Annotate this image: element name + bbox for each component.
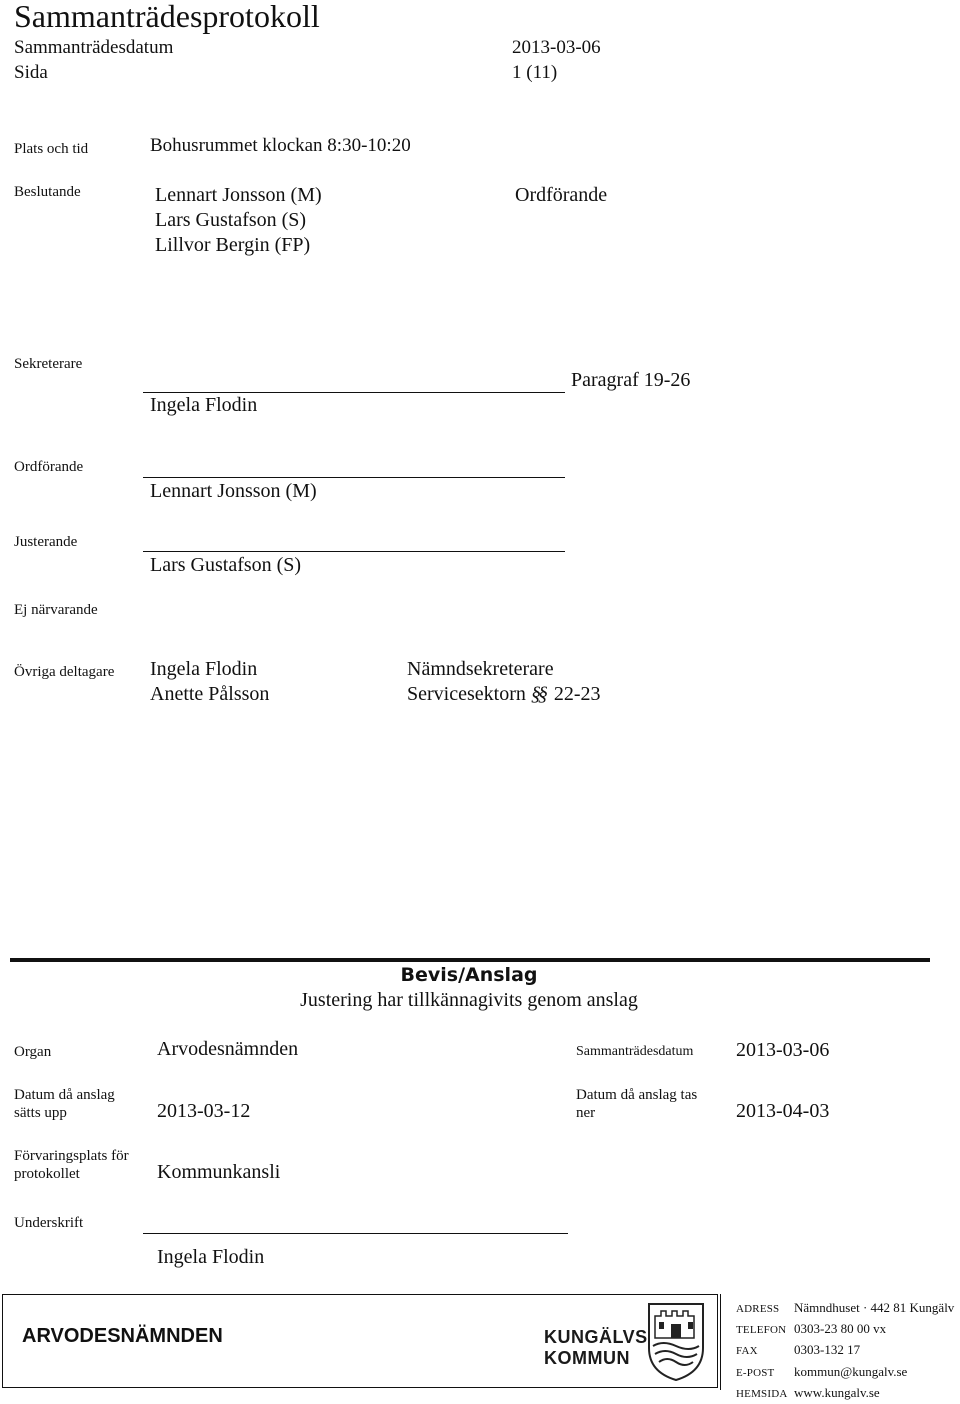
contact-value: 0303-23 80 00 vx — [794, 1321, 887, 1337]
posted-date-label-line-2: sätts upp — [14, 1105, 67, 1121]
page-number: 1 (11) — [512, 62, 558, 83]
page-label: Sida — [14, 62, 48, 83]
board-name: ARVODESNÄMNDEN — [22, 1325, 223, 1347]
member-1: Lennart Jonsson (M) — [155, 184, 322, 206]
paragraph-range: Paragraf 19-26 — [571, 369, 691, 391]
notice-subheading: Justering har tillkännagivits genom anslag — [300, 989, 638, 1011]
contact-value: www.kungalv.se — [794, 1384, 880, 1400]
notice-meeting-date-value: 2013-03-06 — [736, 1039, 830, 1061]
section-sign: §§ — [530, 683, 545, 705]
contact-row-email — [736, 1362, 954, 1383]
storage-label-line-2: protokollet — [14, 1166, 80, 1182]
contact-value: kommun@kungalv.se — [794, 1363, 908, 1379]
adjuster-name: Lars Gustafson (S) — [150, 554, 302, 576]
place-time-label: Plats och tid — [14, 141, 89, 157]
participant-1-name: Ingela Flodin — [150, 658, 258, 680]
municipal-coat-of-arms-icon — [645, 1300, 707, 1382]
other-participants-label: Övriga deltagare — [14, 664, 115, 680]
contact-row-address — [736, 1298, 954, 1319]
document-title: Sammanträdesprotokoll — [14, 0, 320, 34]
storage-label-line-1: Förvaringsplats för — [14, 1148, 129, 1164]
notice-signature-line — [143, 1233, 568, 1234]
chair-role: Ordförande — [515, 184, 608, 206]
posted-date-label-line-1: Datum då anslag — [14, 1087, 115, 1103]
decision-makers-label: Beslutande — [14, 184, 81, 200]
storage-value: Kommunkansli — [157, 1161, 281, 1183]
organ-value: Arvodesnämnden — [157, 1038, 299, 1060]
secretary-label: Sekreterare — [14, 356, 83, 372]
footer-divider — [720, 1294, 721, 1390]
contact-key: E-POST — [736, 1366, 775, 1379]
participant-2-role — [407, 683, 601, 706]
contact-value: 0303-132 17 — [794, 1342, 861, 1358]
absent-label: Ej närvarande — [14, 602, 98, 618]
participant-2-role-prefix: Servicesektorn — [407, 683, 526, 705]
contact-block — [736, 1298, 954, 1404]
municipality-logo-text — [544, 1327, 648, 1369]
logo-line-2: KOMMUN — [544, 1348, 630, 1368]
adjuster-label: Justerande — [14, 534, 78, 550]
contact-key: ADRESS — [736, 1303, 780, 1315]
contact-key: HEMSIDA — [736, 1387, 788, 1400]
member-2: Lars Gustafson (S) — [155, 209, 307, 231]
logo-line-1: KUNGÄLVS — [544, 1327, 648, 1347]
secretary-name: Ingela Flodin — [150, 394, 258, 416]
meeting-date-value: 2013-03-06 — [512, 37, 601, 58]
adjuster-signature-line — [143, 551, 565, 552]
contact-row-fax — [736, 1340, 954, 1361]
notice-meeting-date-label: Sammanträdesdatum — [576, 1044, 694, 1059]
contact-row-website — [736, 1383, 954, 1404]
removed-date-label-line-2: ner — [576, 1105, 596, 1121]
place-time-value: Bohusrummet klockan 8:30-10:20 — [150, 135, 411, 156]
contact-row-phone — [736, 1319, 954, 1340]
removed-date-label-line-1: Datum då anslag tas — [576, 1087, 698, 1103]
organ-label: Organ — [14, 1044, 52, 1060]
posted-date-value: 2013-03-12 — [157, 1100, 251, 1122]
signature-name: Ingela Flodin — [157, 1246, 265, 1268]
member-3: Lillvor Bergin (FP) — [155, 234, 311, 256]
participant-2-role-suffix: 22-23 — [553, 683, 601, 705]
signature-label: Underskrift — [14, 1215, 84, 1231]
contact-value: Nämndhuset · 442 81 Kungälv — [794, 1300, 955, 1315]
chair-signature-line — [143, 477, 565, 478]
notice-heading: Bevis/Anslag — [400, 964, 538, 986]
participant-1-role: Nämndsekreterare — [407, 658, 554, 680]
meeting-date-label: Sammanträdesdatum — [14, 37, 174, 58]
removed-date-value: 2013-04-03 — [736, 1100, 830, 1122]
contact-key: FAX — [736, 1345, 758, 1358]
contact-key: TELEFON — [736, 1324, 787, 1337]
chair-label: Ordförande — [14, 459, 84, 475]
notice-divider — [10, 958, 930, 962]
secretary-signature-line — [143, 392, 565, 393]
chair-name: Lennart Jonsson (M) — [150, 480, 317, 502]
participant-2-name: Anette Pålsson — [150, 683, 270, 705]
